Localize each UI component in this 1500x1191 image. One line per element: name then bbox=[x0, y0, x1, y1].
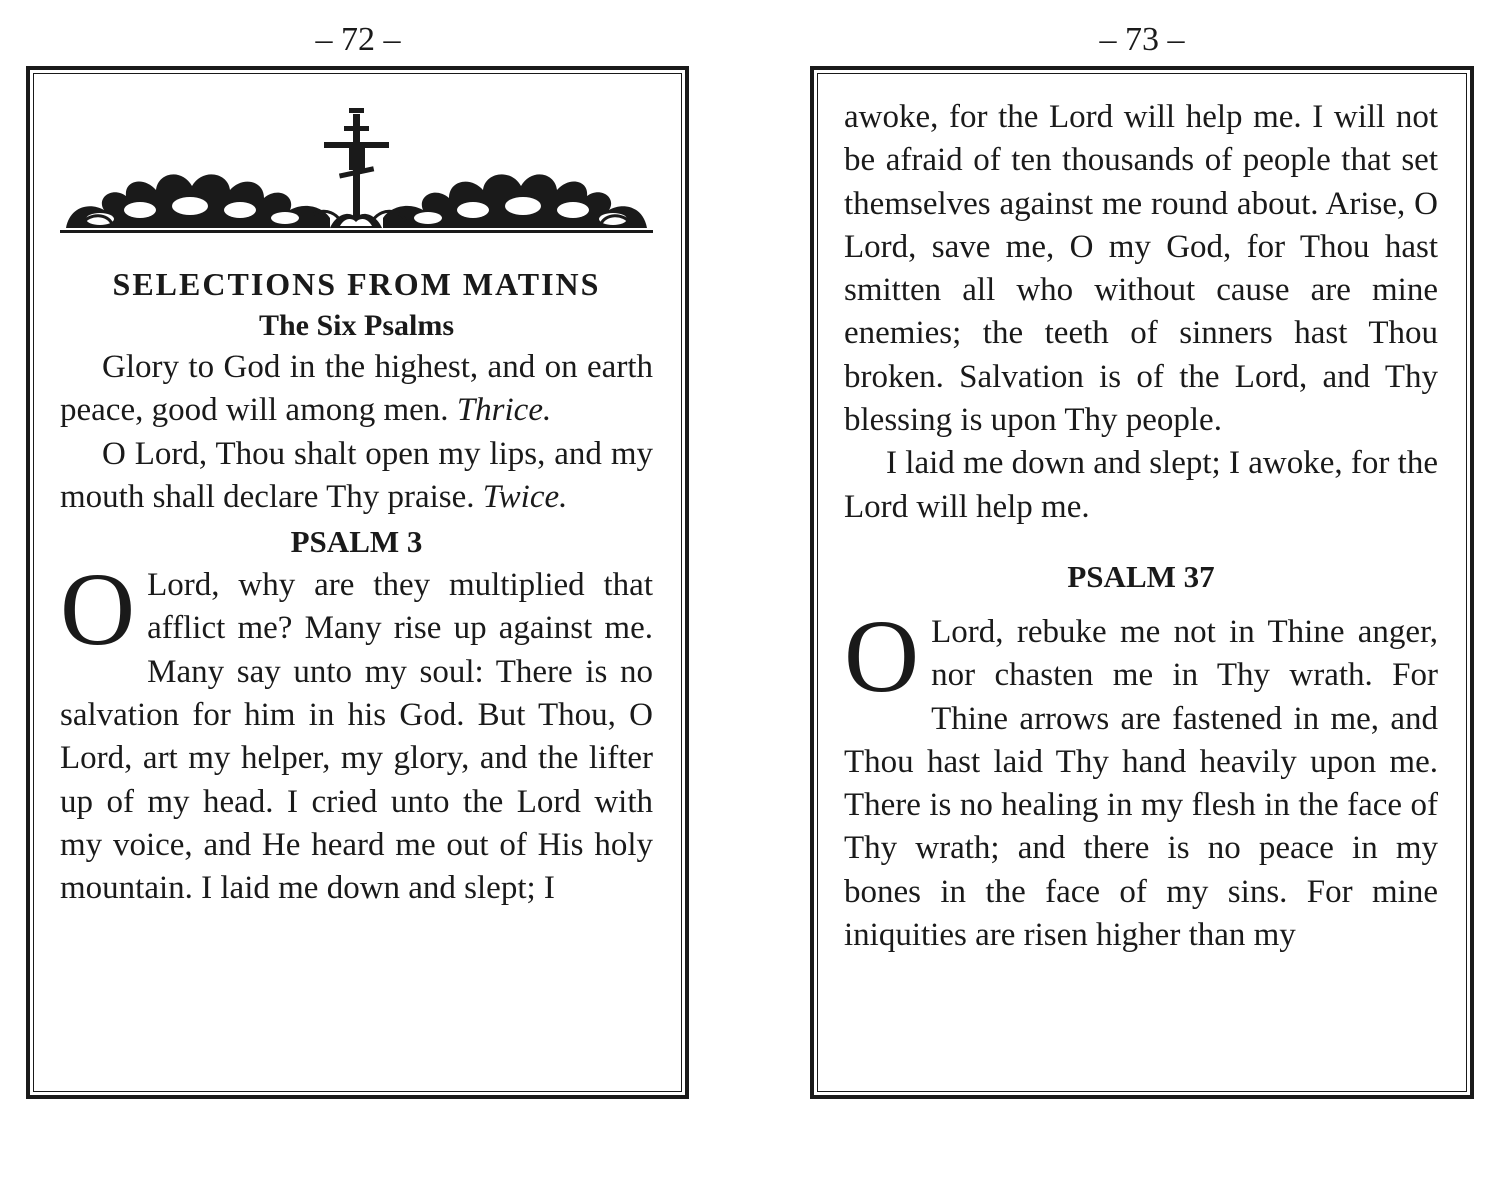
right-page-content bbox=[844, 96, 1438, 957]
drop-cap: O bbox=[844, 598, 920, 714]
section-title: SELECTIONS FROM MATINS bbox=[112, 266, 601, 302]
section-subtitle: The Six Psalms bbox=[258, 309, 455, 342]
page-number-right: – 73 – bbox=[1099, 21, 1185, 58]
psalm-3-text: Lord, why are they multiplied that afflict me? Many rise up against me. Many say unto my soul: There is no salvation for him in his God. But Thou, O Lord, art my helper, my glory, and the lifter up of my head. I cried unto the Lord with my voice, and He heard me out of His holy mountain. I laid me down and slept; I bbox=[60, 567, 653, 907]
psalm-37-heading: PSALM 37 bbox=[1067, 558, 1215, 594]
left-page-frame bbox=[26, 66, 689, 1099]
left-page-content bbox=[60, 106, 653, 911]
psalm-37-text: Lord, rebuke me not in Thine anger, nor chasten me in Thy wrath. For Thine arrows are fastened in me, and Thou hast laid Thy hand heavily upon me. There is no healing in my flesh in the face of Thy wrath; and there is no peace in my bones in the face of my sins. For mine iniquities are risen higher than my bbox=[844, 613, 1438, 954]
rubric-thrice: Thrice. bbox=[456, 392, 552, 429]
doxology-paragraph bbox=[60, 346, 653, 433]
doxology-text: Glory to God in the highest, and on earth peace, good will among men. bbox=[60, 349, 653, 429]
right-page-frame bbox=[810, 66, 1474, 1099]
psalm-3-closing-paragraph: I laid me down and slept; I awoke, for the Lord will help me. bbox=[844, 445, 1438, 525]
invocation-paragraph bbox=[60, 433, 653, 520]
psalm-3-text-block bbox=[60, 552, 653, 910]
page-number-left: – 72 – bbox=[315, 21, 401, 58]
invocation-text: O Lord, Thou shalt open my lips, and my mouth shall declare Thy praise. bbox=[60, 435, 653, 515]
psalm-37-text-block bbox=[844, 598, 1438, 957]
rubric-twice: Twice. bbox=[482, 478, 568, 515]
psalm-3-continuation: awoke, for the Lord will help me. I will not be afraid of ten thousands of people that set themselves against me round about. Arise, O Lord, save me, O my God, for Thou hast smitten all who without cause are mine enemies; the teeth of sinners hast Thou broken. Salvation is of the Lord, and Thy blessing is upon Thy people. bbox=[844, 99, 1438, 439]
psalm-3-heading: PSALM 3 bbox=[290, 524, 423, 560]
drop-cap: O bbox=[60, 552, 136, 668]
cross-ornament-icon bbox=[60, 106, 653, 246]
